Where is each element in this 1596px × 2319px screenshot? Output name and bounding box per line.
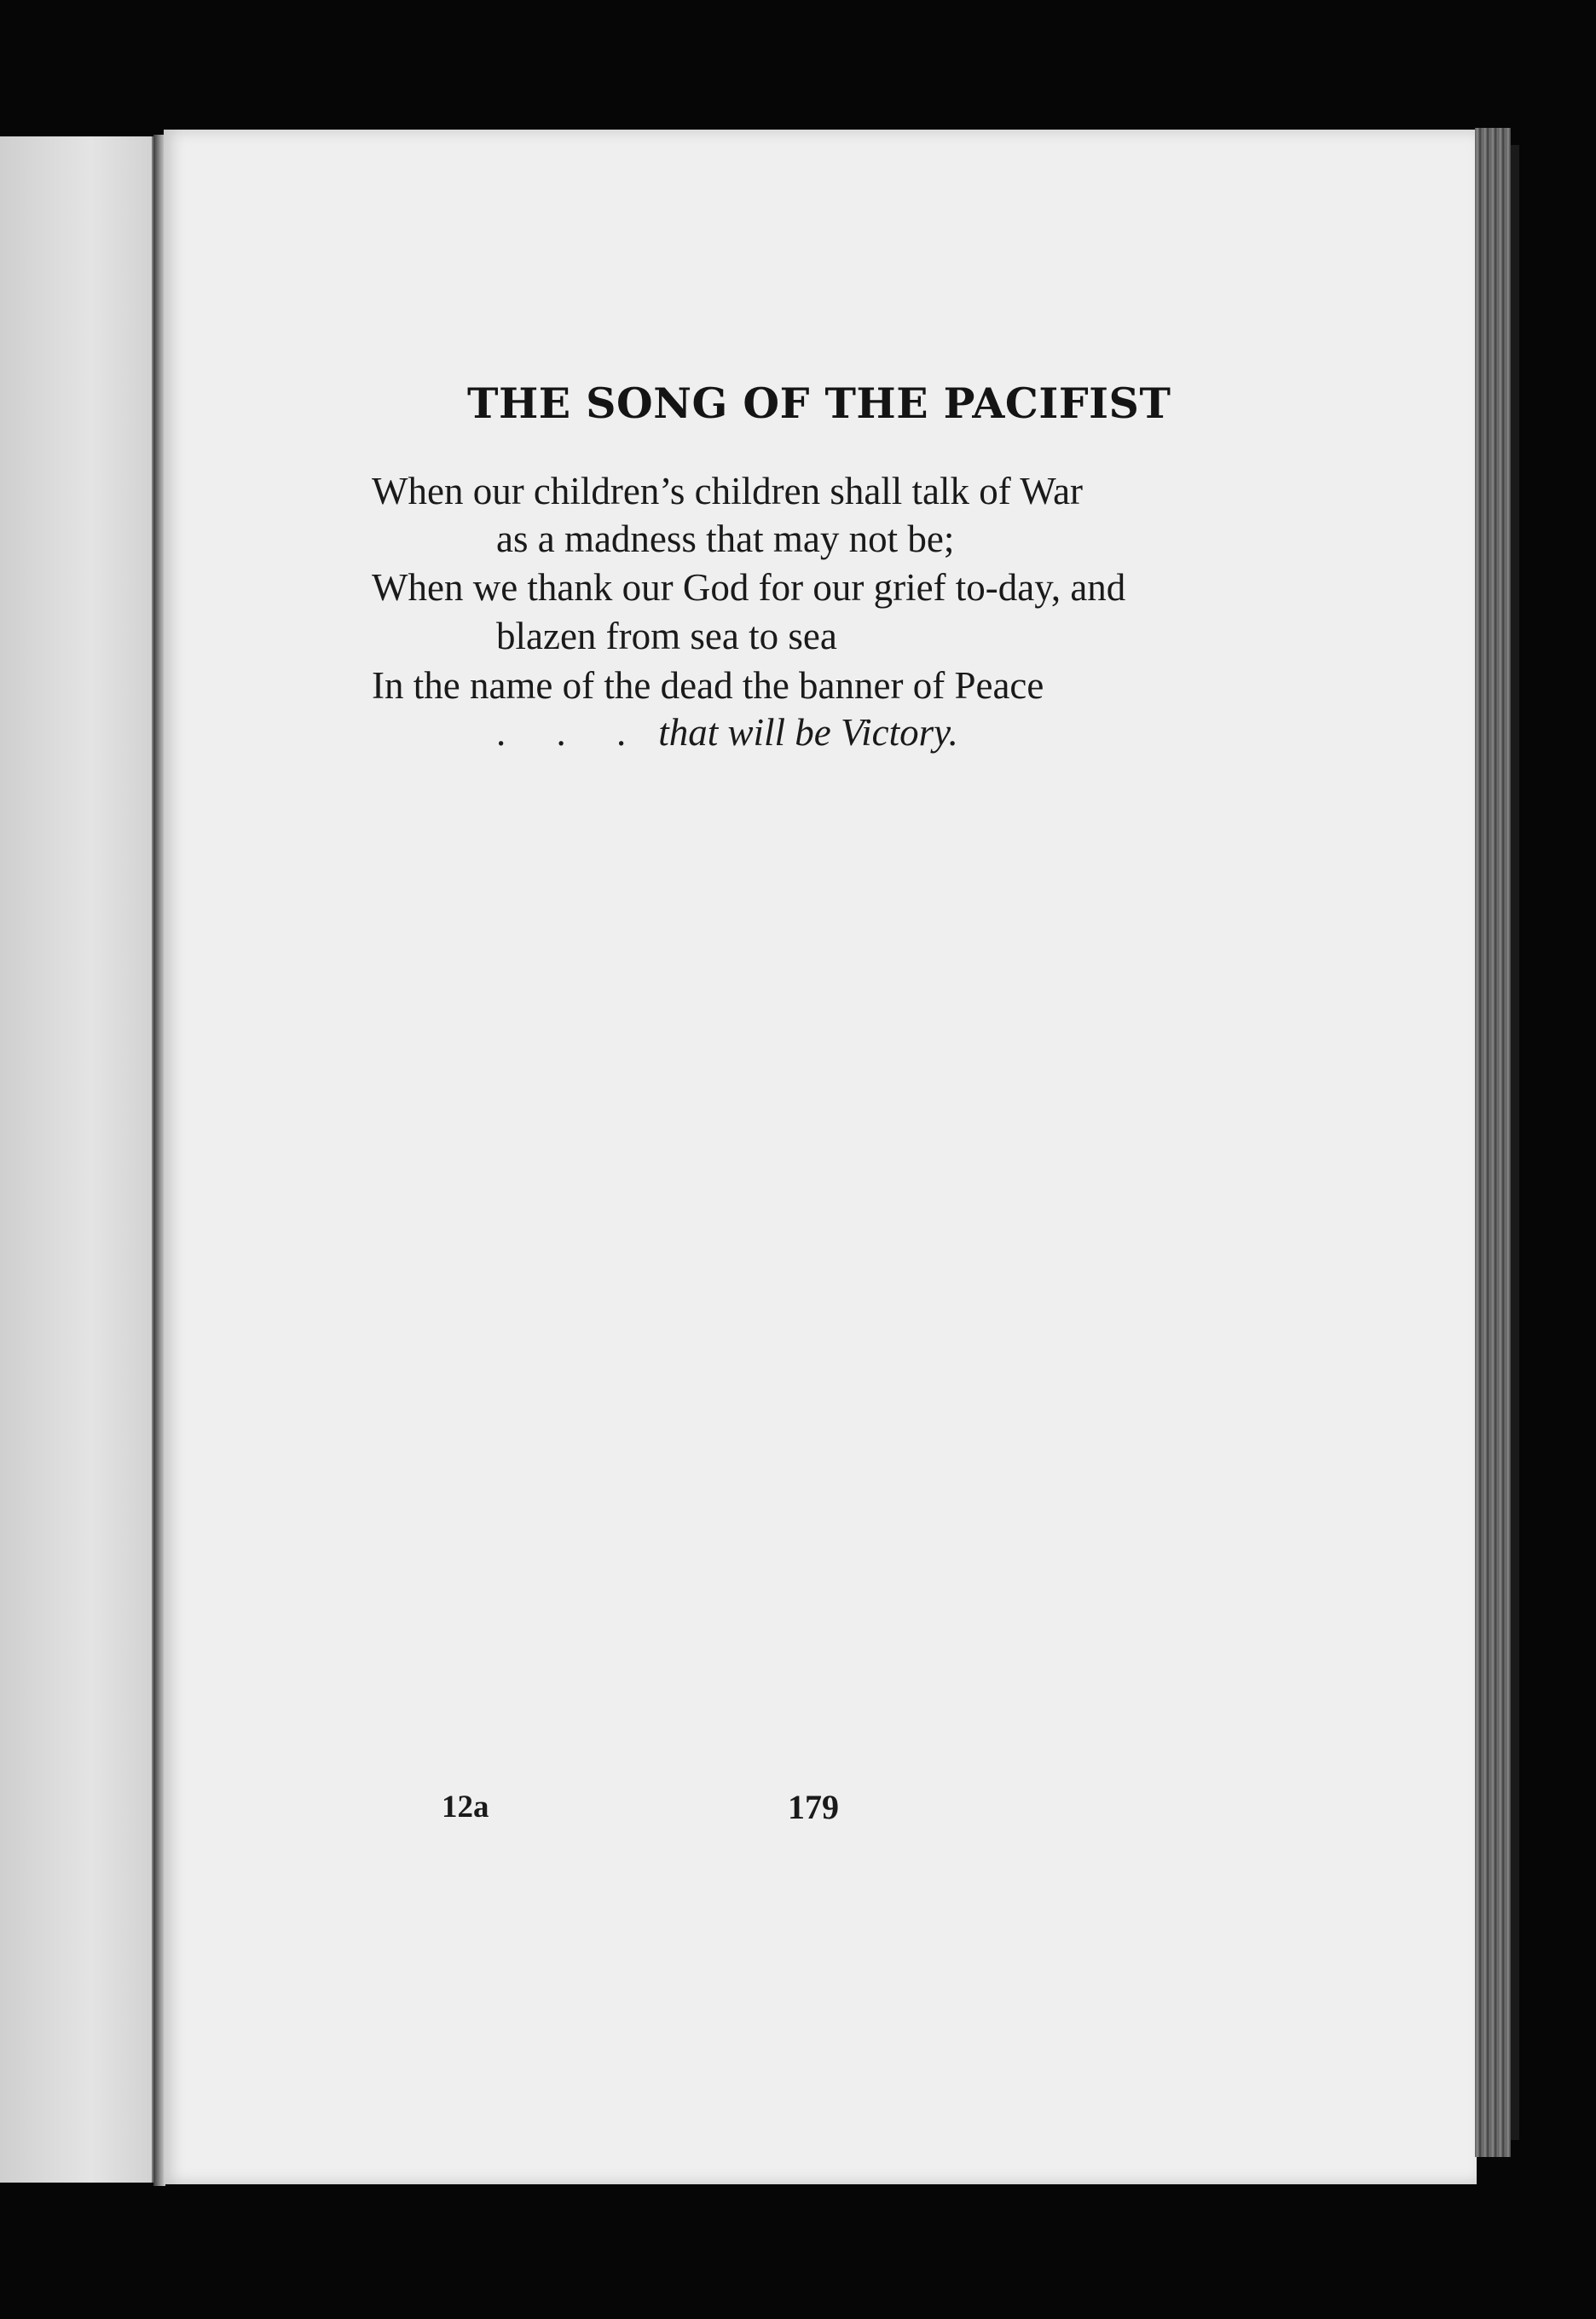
ellipsis-dots: . . . — [496, 711, 647, 754]
left-page-edge — [0, 136, 154, 2183]
verse-line-1: When our children’s children shall talk of War — [372, 470, 1084, 512]
poem-title: THE SONG OF THE PACIFIST — [467, 379, 1171, 428]
verse-line-4: blazen from sea to sea — [496, 615, 837, 657]
page-number: 179 — [788, 1788, 839, 1826]
verse-line-6-text: that will be Victory. — [658, 711, 958, 754]
signature-mark: 12a — [442, 1790, 489, 1825]
verse-line-3: When we thank our God for our grief to-day, and — [372, 566, 1126, 609]
page-stack-edge — [1475, 128, 1511, 2157]
book-cover-edge — [1511, 145, 1519, 2140]
right-page — [164, 130, 1477, 2184]
verse-line-5: In the name of the dead the banner of Peace — [372, 664, 1044, 707]
verse-line-6 — [496, 710, 958, 755]
verse-line-2: as a madness that may not be; — [496, 518, 955, 560]
